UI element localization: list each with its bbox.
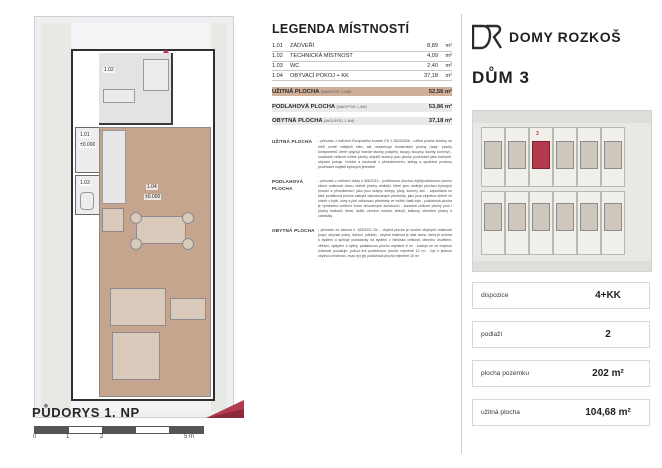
summary-value: 52,56 m² [428, 88, 452, 95]
plan-scale [34, 426, 204, 444]
note-heading: PODLAHOVÁ PLOCHA [272, 178, 304, 191]
furniture-armchair [112, 332, 160, 380]
total-value: 53,86 m² [417, 103, 452, 112]
note-body: - převzato z nařízení vlády č.366/2013 - podlahovou plochou bytů/podlahovou plochu všech místností domu včetně plochy vedlejší, které jsou vedlejší plochou bytových prostor a příslušenství, jako jsou sklepy, sklepy, půdy, komíny atd. - započítává se také podlahová plocha zakrytá zabudovanými předměty, jako jsou zejména skříně ve zdech v bytě, vany a jiné zařizovací předměty ve vnitřní části bytu - podlahová plocha je vymezena vnitřním lícem obvodových konstrukcí - součástí celkové plochy jsou i plochy balkonů, teras, lodžií, zimních zahrad, sklepů, balkony, otevřené plochy a zahrádky [318, 178, 452, 219]
legend-title: LEGENDA MÍSTNOSTÍ [272, 22, 410, 36]
area-totals-table [272, 103, 452, 112]
room-name: WC [290, 62, 300, 69]
furniture-bench [103, 89, 135, 103]
legend-panel [272, 22, 452, 268]
scale-tick-2: 2 [100, 434, 104, 440]
total-value: 37,18 m² [413, 117, 453, 126]
furniture-fridge [102, 208, 124, 232]
furniture-chair [130, 238, 142, 250]
garden-left [41, 23, 71, 411]
road-bottom [473, 261, 651, 271]
table-row [272, 71, 452, 81]
room-unit: m² [445, 72, 452, 79]
fact-dispozice [472, 282, 650, 309]
fact-value: 4+KK [595, 290, 621, 301]
furniture-chair [130, 212, 142, 224]
fact-value: 202 m² [592, 368, 624, 379]
building [508, 203, 526, 231]
room-area: 4,09 [427, 53, 438, 60]
room-legend-table [272, 42, 452, 81]
room-number: 1.03 [272, 62, 283, 69]
furniture-dining-table [136, 216, 186, 244]
total-row-obytna [272, 117, 452, 126]
table-row [272, 51, 452, 61]
definition-notes [272, 139, 452, 258]
furniture-chair [182, 212, 194, 224]
compass-north-icon [204, 396, 250, 422]
house-outline [71, 49, 215, 401]
plot-outline [34, 16, 234, 418]
area-summary-table [272, 87, 452, 96]
fact-key: dispozice [481, 292, 509, 299]
room-area: 2,40 [427, 62, 438, 69]
furniture-coffee-table [170, 298, 206, 320]
total-note: (NAD/POD 1,6M) [323, 119, 355, 124]
room-obyvaci-pokoj-kk [99, 127, 211, 397]
building [532, 203, 550, 231]
summary-row-uzitna [272, 87, 452, 96]
fact-value: 104,68 m² [585, 407, 631, 418]
room-name: TECHNICKÁ MÍSTNOST [290, 53, 353, 60]
house-title: DŮM 3 [472, 68, 530, 87]
room-zadveri [99, 53, 173, 125]
area-totals-table-2 [272, 117, 452, 126]
fact-value: 2 [605, 329, 611, 340]
furniture-chair [182, 238, 194, 250]
fact-uzitna-plocha [472, 399, 650, 426]
total-label: OBYTNÁ PLOCHA [272, 118, 323, 125]
scale-numbers [34, 434, 204, 444]
fact-key: plocha pozemku [481, 370, 530, 377]
plan-title: PŮDORYS 1. NP [32, 405, 140, 420]
floor-plan-panel [12, 10, 256, 458]
room-label-1-01: 1.01 [80, 132, 90, 138]
room-label-1-02: 1.02 [104, 67, 114, 73]
room-name: ZÁDVEŘÍ [290, 43, 315, 50]
building [508, 141, 526, 169]
room-label-1-03: 1.03 [80, 180, 90, 186]
road-top [473, 111, 651, 123]
total-row-podlahova [272, 103, 452, 112]
scale-tick-5m: 5 m [184, 434, 195, 440]
facts-list [472, 282, 650, 438]
room-number: 1.04 [272, 72, 283, 79]
building [580, 141, 598, 169]
furniture-toilet [80, 192, 94, 210]
total-label: PODLAHOVÁ PLOCHA [272, 104, 335, 111]
room-area: 8,89 [427, 43, 438, 50]
scale-tick-0: 0 [33, 434, 37, 440]
fact-plocha-pozemku [472, 360, 650, 387]
building-highlighted [532, 141, 550, 169]
room-unit: m² [445, 43, 452, 50]
building [580, 203, 598, 231]
total-note: (NAD/POD 1,6M) [336, 105, 368, 110]
site-plan-highlight-label: 3 [536, 131, 539, 137]
scale-tick-1: 1 [66, 434, 70, 440]
brand-header [472, 24, 650, 50]
building [604, 203, 622, 231]
room-label-1-04: 1.04 [147, 184, 157, 190]
furniture-stair [143, 59, 169, 91]
room-level-1-01: ±0.000 [80, 142, 96, 148]
note-body: - převzato z nařízení Evropského komise ES č.1503/2006 - užitná plocha budovy se měří uvnitř vnějších stěn, ale nezahrnuje konstrukční plochy (např. plochy komponentů, které vytyčují hranice stavby, podpěry, sloupy, sloupky, šachty, komíny) - současně celkové užitné plochy objektů budovy jsou plochy používané jako kuchyně, obývací pokoje, ložnice a místnosti s příslušenstvím, sklepy a společné prostory používané majiteli bytových jednotek [318, 139, 452, 169]
room-level-1-04: ±0.000 [145, 194, 161, 200]
brand-name: DOMY ROZKOŠ [509, 29, 622, 45]
note-heading: OBYTNÁ PLOCHA [272, 228, 315, 234]
room-number: 1.02 [272, 53, 283, 60]
note-podlahova-plocha [272, 179, 452, 220]
fact-podlazi [472, 321, 650, 348]
building [484, 203, 502, 231]
fact-key: podlaží [481, 331, 503, 338]
building [604, 141, 622, 169]
room-name: OBÝVACÍ POKOJ + KK [290, 72, 349, 79]
note-obytna-plocha [272, 228, 452, 258]
kitchen-units [102, 130, 126, 204]
room-area: 37,18 [424, 72, 438, 79]
furniture-sofa [110, 288, 166, 326]
vertical-divider [461, 14, 462, 454]
room-unit: m² [445, 62, 452, 69]
fact-key: užitná plocha [481, 409, 520, 416]
building [484, 141, 502, 169]
info-panel [472, 24, 650, 418]
note-heading: UŽITNÁ PLOCHA [272, 139, 313, 145]
note-body: - převzato ze zákona č. 183/2021 Sb. - obytná plocha je souhrn obytných místností (např. obývací pokoj, ložnice, jídelna) - obytná místnost je část domu, která je určena k bydlení a splňuje požadavky na bydlení z hlediska velikosti, denního osvětlení, větrání, vytápění a výšky, podlahovou plochu nejméně 8 m² - kuchyň se za obytnou místnost považuje, pokud má podlahovou plochu nejméně 12 m² - byt s jedinou obytnou místností, musí být její podlahová plocha nejméně 16 m² [318, 228, 452, 258]
table-row [272, 61, 452, 71]
building [556, 141, 574, 169]
table-row [272, 42, 452, 51]
note-uzitna-plocha [272, 139, 452, 169]
building [556, 203, 574, 231]
summary-note: (NAD/POD 1,6M) [320, 89, 352, 94]
plot-area [41, 23, 227, 411]
room-unit: m² [445, 53, 452, 60]
scale-bar [34, 426, 204, 434]
dr-monogram-logo-icon [472, 24, 502, 50]
room-number: 1.01 [272, 43, 283, 50]
site-plan-map [472, 110, 652, 272]
summary-label: UŽITNÁ PLOCHA [272, 88, 320, 95]
